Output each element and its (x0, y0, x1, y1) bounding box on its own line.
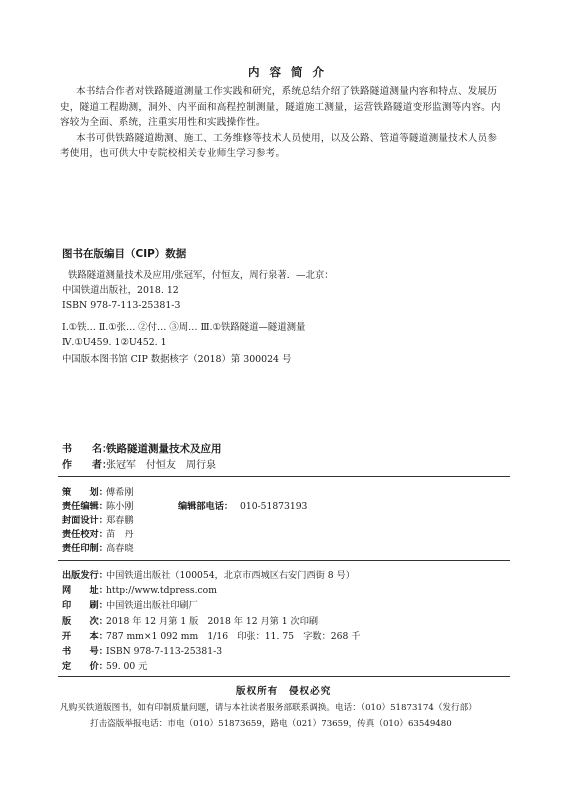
edition-value: 2018 年 12 月第 1 版 2018 年 12 月第 1 次印刷 (106, 615, 319, 627)
format-key: 开 本： (62, 630, 108, 642)
price-row (62, 659, 360, 674)
publisher-row (62, 568, 360, 583)
summary-line: 考使用，也可供大中专院校相关专业师生学习参考。 (60, 148, 286, 159)
cover-value: 郑春鹏 (106, 515, 134, 526)
printer-value: 中国铁道出版社印刷厂 (106, 600, 198, 612)
print-key: 责任印制： (62, 543, 108, 554)
staff-block (62, 486, 307, 556)
isbn-key: 书 号： (62, 646, 108, 658)
cip-record: 中国版本图书馆 CIP 数据核字（2018）第 300024 号 (62, 354, 292, 365)
cip-heading: 图书在版编目（CIP）数据 (62, 248, 187, 260)
summary-line: 容较为全面、系统，注重实用性和实践操作性。 (60, 117, 266, 128)
summary-text (60, 84, 520, 162)
proof-value: 苗 丹 (106, 529, 134, 540)
edition-key: 版 次： (62, 615, 108, 627)
site-key: 网 址： (62, 585, 108, 597)
book-title-row (62, 440, 222, 456)
cip-line: 中国铁道出版社，2018. 12 (62, 285, 179, 296)
proof-key: 责任校对： (62, 529, 108, 540)
site-value: http://www.tdpress.com (106, 585, 217, 597)
divider (58, 476, 510, 477)
price-value: 59. 00 元 (106, 661, 148, 673)
site-row (62, 583, 360, 598)
cip-block (62, 268, 334, 350)
divider (58, 676, 510, 677)
isbn-value: ISBN 978-7-113-25381-3 (106, 646, 223, 658)
book-author-value: 张冠军 付恒友 周行泉 (106, 460, 216, 471)
summary-line: 本书结合作者对铁路隧道测量工作实践和研究，系统总结介绍了铁路隧道测量内容和特点、发展历 (76, 86, 498, 97)
planner-value: 傅希刚 (106, 487, 134, 498)
print-value: 高春晓 (106, 543, 134, 554)
rights-line: 打击盗版举报电话：市电（010）51873659，路电（021）73659，传真（010）63549480 (90, 719, 452, 729)
cip-line: Ⅳ.①U459. 1②U452. 1 (62, 337, 167, 348)
edition-row (62, 614, 360, 629)
planner-key: 策 划： (62, 487, 108, 498)
summary-line: 本书可供铁路隧道勘测、施工、工务维修等技术人员使用，以及公路、管道等隧道测量技术人员参 (76, 132, 498, 144)
publish-block (62, 568, 360, 674)
cip-line: Ⅰ.①铁… Ⅱ.①张… ②付… ③周… Ⅲ.①铁路隧道—隧道测量 (62, 322, 306, 333)
rights-heading: 版权所有 侵权必究 (236, 686, 332, 697)
proof-row (62, 528, 307, 542)
editor-phone-value: 010-51873193 (240, 501, 308, 512)
cover-key: 封面设计： (62, 515, 108, 526)
printer-row (62, 598, 360, 613)
publisher-value: 中国铁道出版社（100054，北京市西城区右安门西街 8 号） (106, 570, 355, 581)
summary-line: 史，隧道工程勘测，洞外、内平面和高程控制测量，隧道施工测量，运营铁路隧道变形监测等内容。内 (60, 101, 501, 113)
cip-line: 铁路隧道测量技术及应用/张冠军，付恒友，周行泉著．—北京： (68, 270, 334, 281)
format-row (62, 629, 360, 644)
divider (58, 560, 510, 561)
rights-line: 凡购买铁道版图书，如有印制质量问题，请与本社读者服务部联系调换。电话：（010）51873174（发行部） (60, 703, 477, 713)
isbn-row (62, 644, 360, 659)
cip-line: ISBN 978-7-113-25381-3 (62, 300, 181, 311)
editor-value: 陈小刚 (106, 501, 134, 512)
publisher-key: 出版发行： (62, 570, 108, 581)
book-author-row (62, 456, 216, 471)
printer-key: 印 刷： (62, 600, 108, 612)
book-author-key: 作 者： (62, 460, 112, 471)
print-row (62, 542, 307, 556)
price-key: 定 价： (62, 661, 108, 673)
book-title-key: 书 名： (62, 444, 112, 455)
editor-key: 责任编辑： (62, 501, 108, 512)
planner-row (62, 486, 307, 500)
summary-title: 内 容 简 介 (248, 65, 328, 79)
format-value: 787 mm×1 092 mm 1/16 印张：11. 75 字数：268 千 (106, 630, 361, 642)
editor-phone-key: 编辑部电话： (178, 501, 234, 512)
editor-row (62, 500, 307, 514)
book-title-value: 铁路隧道测量技术及应用 (106, 443, 222, 455)
cover-row (62, 514, 307, 528)
